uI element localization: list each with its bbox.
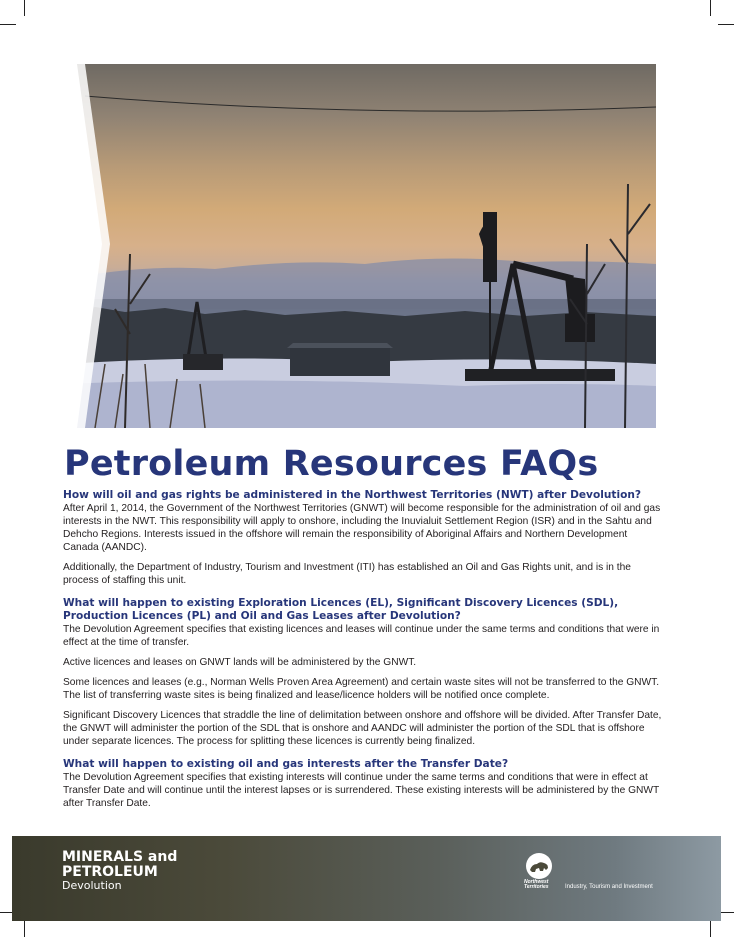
footer-banner bbox=[12, 836, 721, 921]
program-brand bbox=[62, 850, 177, 892]
faq-answer: Some licences and leases (e.g., Norman Wells Proven Area Agreement) and certain waste sites will not be transferred to the GNWT. The list of transferring waste sites is being finalized and lease/licence holders will be notified once complete. bbox=[63, 677, 660, 701]
faq-answer: The Devolution Agreement specifies that existing interests will continue under the same terms and conditions that were in effect at Transfer Date and will continue until the interest lapses or is surrendered. These existing interests will be administered by the GNWT after Transfer Date. bbox=[63, 772, 660, 809]
page-title: Petroleum Resources FAQs bbox=[64, 444, 599, 484]
faq-question: How will oil and gas rights be administered in the Northwest Territories (NWT) after Devolution? bbox=[63, 489, 642, 501]
brand-line-2: PETROLEUM bbox=[62, 864, 158, 880]
gnwt-logo-name bbox=[524, 880, 549, 890]
crop-mark bbox=[718, 24, 734, 25]
brand-line-1: MINERALS and bbox=[62, 849, 178, 865]
logo-name-line-2: Territories bbox=[524, 884, 549, 890]
crop-mark bbox=[710, 921, 711, 937]
logo-name-line-1: Northwest bbox=[524, 879, 549, 885]
crop-mark bbox=[24, 0, 25, 16]
faq-question: What will happen to existing Exploration Licences (EL), Significant Discovery Licences (SDL), Production Licences (PL) and Oil and Gas Leases after Devolution? bbox=[63, 597, 619, 622]
crop-mark bbox=[0, 24, 16, 25]
faq-question: What will happen to existing oil and gas interests after the Transfer Date? bbox=[63, 758, 509, 770]
brand-subtitle: Devolution bbox=[62, 879, 122, 892]
crop-mark bbox=[24, 921, 25, 937]
hero-image bbox=[65, 64, 656, 428]
faq-answer: After April 1, 2014, the Government of the Northwest Territories (GNWT) will become responsible for the administration of oil and gas interests in the NWT. This responsibility will apply to onshore, including the Inuvialuit Settlement Region (ISR) and in the Sahtu and Dehcho Regions. Interests issued in the offshore will remain the responsibility of Aboriginal Affairs and Northern Development Canada (AANDC). bbox=[63, 503, 661, 553]
faq-answer: Significant Discovery Licences that straddle the line of delimitation between onshore and offshore will be divided. After Transfer Date, the GNWT will administer the portion of the SDL that is onshore and AANDC will administer the portion of the SDL that is offshore under separate licences. The process for splitting these licences is currently being finalized. bbox=[63, 710, 662, 747]
faq-answer: Active licences and leases on GNWT lands will be administered by the GNWT. bbox=[63, 657, 417, 668]
department-name: Industry, Tourism and Investment bbox=[565, 884, 653, 890]
faq-content bbox=[63, 489, 663, 817]
oil-pumpjack-illustration bbox=[65, 64, 656, 428]
faq-answer: The Devolution Agreement specifies that existing licences and leases will continue under the same terms and conditions that were in effect at the time of transfer. bbox=[63, 624, 660, 648]
polar-bear-icon bbox=[525, 852, 553, 880]
crop-mark bbox=[710, 0, 711, 16]
faq-answer: Additionally, the Department of Industry, Tourism and Investment (ITI) has established an Oil and Gas Rights unit, and is in the process of staffing this unit. bbox=[63, 562, 631, 586]
